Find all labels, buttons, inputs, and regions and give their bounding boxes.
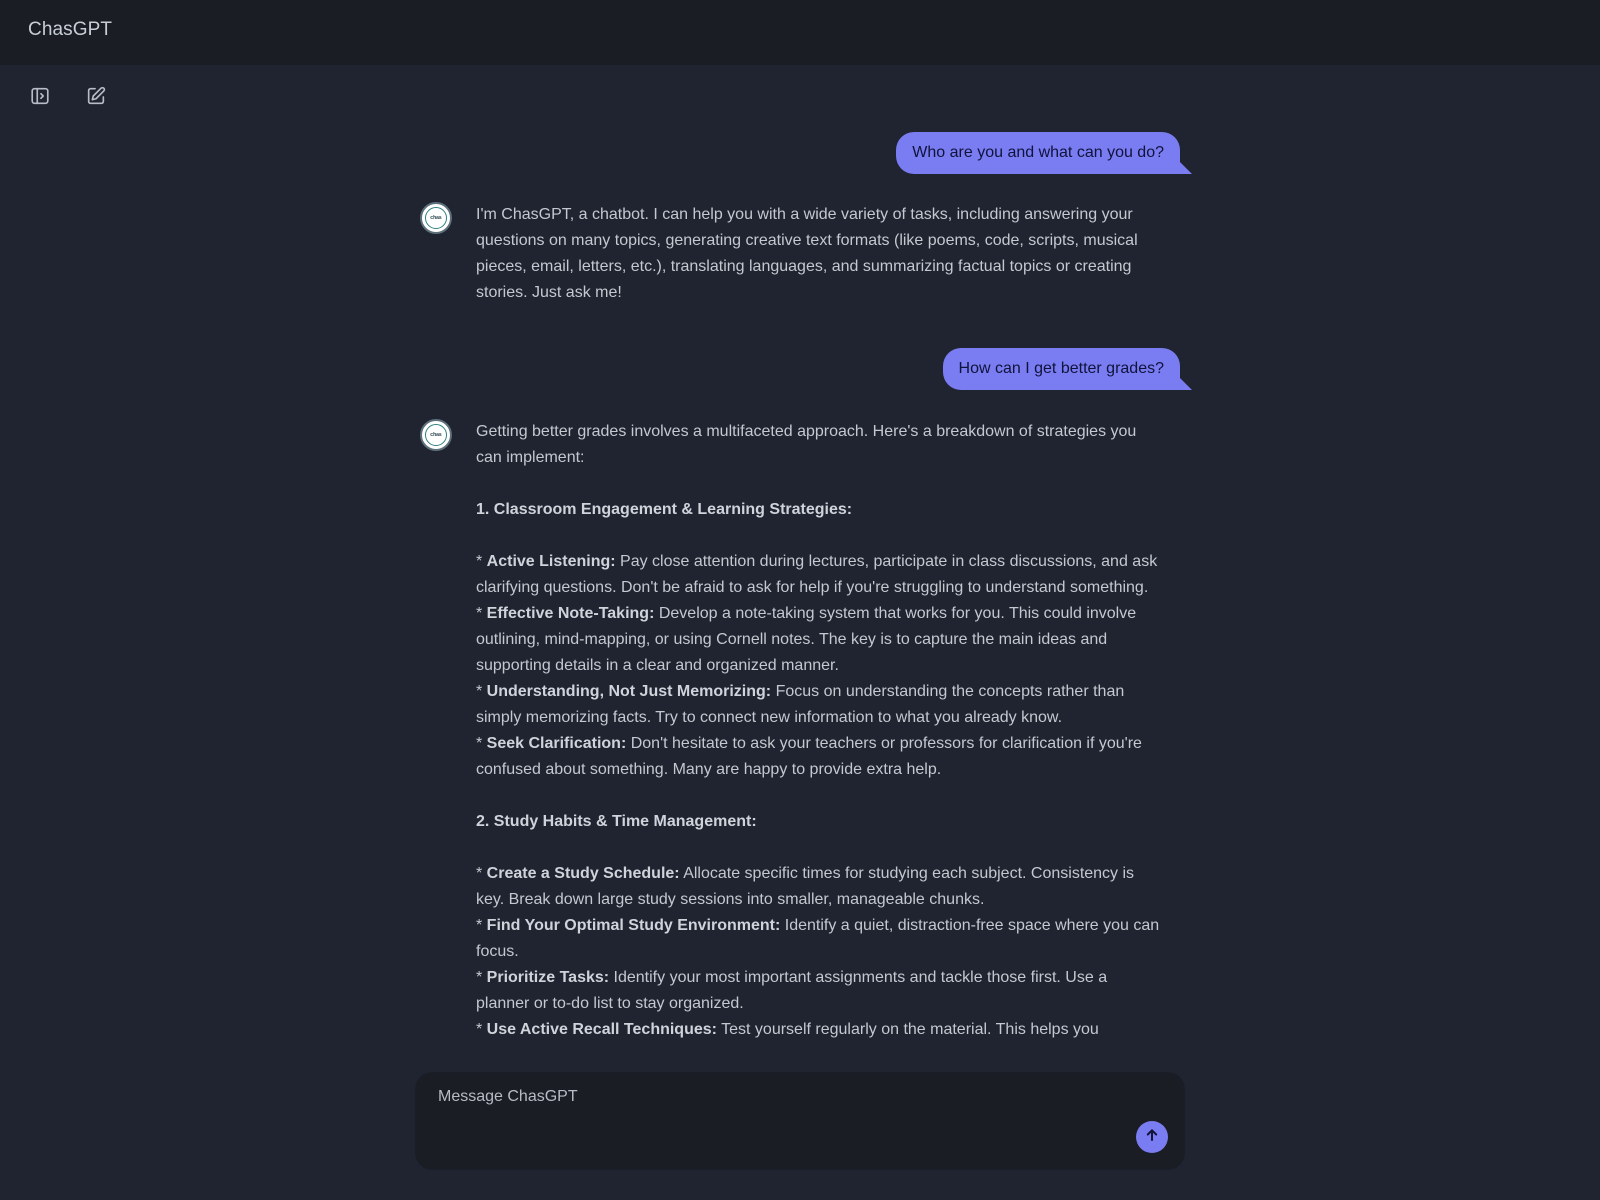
chasgpt-logo-icon: chas: [425, 207, 447, 229]
list-item: * Prioritize Tasks: Identify your most important assignments and tackle those first. Use a planner or to-do list to stay organized.: [476, 969, 1108, 1012]
assistant-message: [420, 419, 1160, 1147]
list-item: * Seek Clarification: Don't hesitate to ask your teachers or professors for clarification if you're confused about something. Many are happy to provide extra help.: [476, 735, 1142, 778]
chasgpt-logo-icon: chas: [425, 424, 447, 446]
assistant-intro: Getting better grades involves a multifaceted approach. Here's a breakdown of strategies you can implement:: [476, 423, 1137, 466]
message-input[interactable]: [436, 1087, 1140, 1107]
arrow-up-icon: [1144, 1127, 1160, 1148]
assistant-message: [420, 202, 1160, 306]
chasgpt-logo-avatar: [420, 202, 452, 234]
list-item: * Understanding, Not Just Memorizing: Focus on understanding the concepts rather than simply memorizing facts. Try to connect new information to what you already know.: [476, 683, 1125, 726]
send-button[interactable]: [1136, 1121, 1168, 1153]
list-item: * Effective Note-Taking: Develop a note-taking system that works for you. This could involve outlining, mind-mapping, or using Cornell notes. The key is to capture the main ideas and supporting details in a clear and organized manner.: [476, 605, 1137, 674]
user-message: How can I get better grades?: [943, 348, 1180, 390]
list-item: * Active Listening: Pay close attention during lectures, participate in class discussions, and ask clarifying questions. Don't be afraid to ask for help if you're struggling to understand something.: [476, 553, 1158, 596]
user-message: Who are you and what can you do?: [896, 132, 1180, 174]
message-composer: [416, 1073, 1184, 1169]
chasgpt-logo-avatar: [420, 419, 452, 451]
section-heading: 2. Study Habits & Time Management:: [476, 813, 757, 830]
list-item: * Create a Study Schedule: Allocate specific times for studying each subject. Consistency is key. Break down large study sessions into smaller, manageable chunks.: [476, 865, 1135, 908]
assistant-message-text: I'm ChasGPT, a chatbot. I can help you with a wide variety of tasks, including answering your questions on many topics, generating creative text formats (like poems, code, scripts, musical pieces, email, letters, etc.), translating languages, and summarizing factual topics or creating stories. Just ask me!: [476, 206, 1138, 301]
list-item-continued: [476, 1043, 1160, 1069]
app-title: ChasGPT: [28, 19, 113, 40]
list-item: * Use Active Recall Techniques: Test yourself regularly on the material. This helps you: [476, 1021, 1099, 1038]
top-bar: [0, 0, 1600, 65]
section-heading: 1. Classroom Engagement & Learning Strategies:: [476, 501, 853, 518]
list-item: * Find Your Optimal Study Environment: Identify a quiet, distraction-free space where you can focus.: [476, 917, 1160, 960]
chat-area[interactable]: [0, 65, 1600, 1200]
